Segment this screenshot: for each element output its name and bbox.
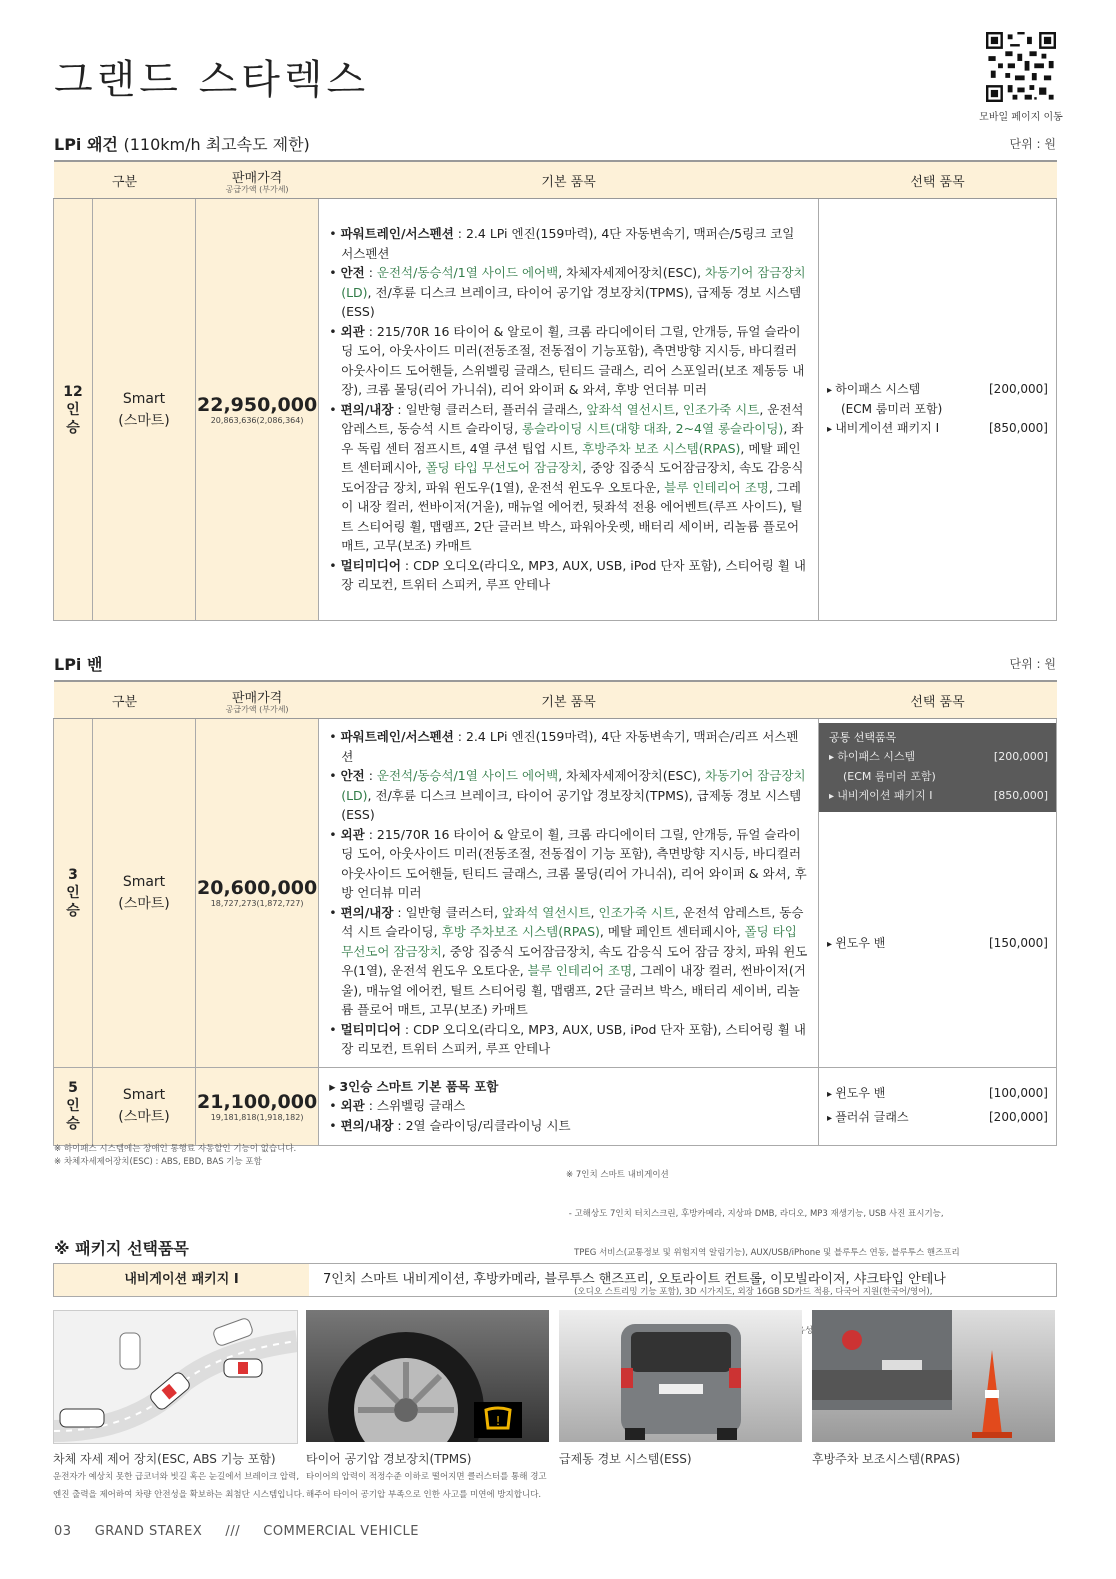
grade-name-kr: (스마트) (118, 1109, 170, 1125)
basic-items (319, 199, 819, 621)
price-value: 20,600,000 (197, 877, 318, 900)
option-name: ▸ 내비게이션 패키지 Ⅰ (827, 419, 939, 439)
option-name: ▸ 하이패스 시스템 (827, 380, 920, 400)
option-price: [200,000] (993, 750, 1048, 763)
feature-caption: 급제동 경보 시스템(ESS) (559, 1452, 692, 1466)
header-price (196, 161, 319, 199)
list-item: • 안전 : 운전석/동승석/1열 사이드 에어백, 차체자세제어장치(ESC), 차동기어 잠금장치(LD), 전/후륜 디스크 브레이크, 타이어 공기압 경보장치(TPMS), 급제동 경보 시스템(ESS) (329, 768, 806, 822)
feature-caption: 후방주차 보조시스템(RPAS) (812, 1452, 961, 1466)
ess-photo (559, 1310, 802, 1442)
grade-name: Smart (122, 1087, 166, 1103)
option-row (827, 1084, 1048, 1104)
notes-left (54, 1143, 296, 1169)
esc-illustration (53, 1310, 298, 1444)
grade-cell (93, 1067, 196, 1145)
rpas-photo (812, 1310, 1055, 1442)
package-section-title: ※ 패키지 선택품목 (54, 1239, 189, 1258)
price-value: 22,950,000 (197, 394, 318, 416)
price-sub: 18,727,273(1,872,727) (210, 899, 304, 909)
header-category: 구분 (54, 681, 196, 719)
table-row (54, 199, 1057, 621)
grade-name-kr: (스마트) (118, 412, 170, 429)
options-cell (819, 199, 1057, 621)
header-options: 선택 품목 (819, 681, 1057, 719)
option-row (827, 1108, 1048, 1128)
svg-text:!: ! (495, 1414, 501, 1428)
tpms-photo (306, 1310, 549, 1442)
page-title: 그랜드 스타렉스 (54, 57, 370, 103)
option-name: ▸ 하이패스 시스템 (829, 747, 915, 767)
qr-label: 모바일 페이지 이동 (979, 112, 1063, 123)
common-options-box (819, 723, 1056, 812)
option-row (827, 419, 1048, 439)
price-cell (196, 199, 319, 621)
table-row (54, 1067, 1057, 1145)
option-row (819, 812, 1056, 954)
feature-desc-line: 해주어 타이어 공기압 부족으로 인한 사고를 미연에 방지합니다. (306, 1490, 542, 1500)
option-name: ▸ 내비게이션 패키지 Ⅰ (829, 786, 932, 806)
header-category: 구분 (54, 161, 196, 199)
section-wagon-title (54, 132, 310, 155)
section-wagon-subtitle: (110km/h 최고속도 제한) (123, 135, 310, 154)
common-options-title: 공통 선택품목 (829, 731, 897, 744)
unit-label: 단위 : 원 (1009, 137, 1056, 151)
list-item: • 파워트레인/서스펜션 : 2.4 LPi 엔진(159마력), 4단 자동변속기, 맥퍼슨/5링크 코일 서스펜션 (329, 226, 795, 261)
unit-label: 단위 : 원 (1009, 657, 1056, 671)
basic-item-text: : 스위벨링 글래스 (364, 1098, 466, 1114)
options-cell (819, 719, 1057, 1068)
header-basic: 기본 품목 (319, 681, 819, 719)
option-price: [100,000] (989, 1086, 1048, 1100)
list-item: • 멀티미디어 : CDP 오디오(라디오, MP3, AUX, USB, iPod 단자 포함), 스티어링 휠 내장 리모컨, 트위터 스피커, 루프 안테나 (329, 1021, 806, 1056)
grade-name: Smart (122, 873, 166, 890)
header-basic: 기본 품목 (319, 161, 819, 199)
list-item: • 멀티미디어 : CDP 오디오(라디오, MP3, AUX, USB, iPod 단자 포함), 스티어링 휠 내장 리모컨, 트위터 스피커, 루프 안테나 (329, 557, 806, 593)
feature-caption: 차체 자세 제어 장치(ESC, ABS 기능 포함) (53, 1452, 276, 1466)
header-options: 선택 품목 (819, 161, 1057, 199)
price-value: 21,100,000 (197, 1090, 318, 1113)
feature-desc-line: 엔진 출력을 제어하여 차량 안전성을 확보하는 최첨단 시스템입니다. (53, 1490, 305, 1500)
package-label: 내비게이션 패키지 Ⅰ (54, 1264, 309, 1296)
option-row (829, 767, 1048, 786)
option-row (829, 786, 1048, 806)
grade-name-kr: (스마트) (118, 895, 170, 912)
package-row (53, 1263, 1057, 1297)
qr-code[interactable] (986, 32, 1056, 102)
note-line: ※ 차체자세제어장치(ESC) : ABS, EBD, BAS 기능 포함 (54, 1157, 262, 1167)
van-spec-table (53, 680, 1057, 1146)
price-sub: 20,863,636(2,086,364) (210, 416, 304, 425)
list-item: • 편의/내장 : 일반형 클러스터, 앞좌석 열선시트, 인조가죽 시트, 운전석 암레스트, 동승석 시트 슬라이딩, 후방 주차보조 시스템(RPAS), 메탈 페인트 센터페시아, 폴딩 타입 무선도어 잠금장치, 중앙 집중식 도어잠금장치, 속도 감응식 도어 잠금 장치, 파워 윈도우(1열), 운전석 윈도우 오토다운, 블루 인테리어 조명, 그레이 내장 컬러, 썬바이저(거울), 매뉴얼 에어컨, 틸트 스티어링 휠, 맵램프, 2단 글러브 박스, 배터리 세이버, 리놀륨 플로어 매트, 고무(보조) 카매트 (329, 904, 808, 1017)
list-item: • 외관 : 215/70R 16 타이어 & 알로이 휠, 크롬 라디에이터 그릴, 안개등, 듀얼 슬라이딩 도어, 아웃사이드 미러(전동조절, 전동접이 기능 포함), 측면방향 지시등, 바디컬러 아웃사이드 도어핸들, 틴티드 글래스, 크롬 몰딩(리어 가니쉬), 리어 와이퍼 & 와셔, 후방 언더뷰 미러 (329, 826, 807, 900)
feature-desc-line: 운전자가 예상치 못한 급코너와 빗길 혹은 눈길에서 브레이크 압력, (53, 1472, 300, 1482)
basic-item-label: 편의/내장 (340, 1117, 394, 1133)
header-price-sub: 공급가액 (부가세) (225, 704, 289, 714)
option-price: [200,000] (989, 1110, 1048, 1124)
list-item: • 파워트레인/서스펜션 : 2.4 LPi 엔진(159마력), 4단 자동변속기, 맥퍼슨/리프 서스펜션 (329, 729, 799, 764)
list-item: • 안전 : 운전석/동승석/1열 사이드 에어백, 차체자세제어장치(ESC), 차동기어 잠금장치(LD), 전/후륜 디스크 브레이크, 타이어 공기압 경보장치(TPMS), 급제동 경보 시스템(ESS) (329, 265, 806, 320)
seats-label: 12 인 승 (54, 199, 93, 621)
feature-caption: 타이어 공기압 경보장치(TPMS) (306, 1452, 472, 1466)
note-line: TPEG 서비스(교통정보 및 위험지역 알림기능), AUX/USB/iPhone 및 블루투스 연동, 블루투스 핸즈프리 (566, 1248, 960, 1258)
option-row (829, 747, 1048, 767)
option-price: [200,000] (989, 382, 1048, 396)
option-name: ▸ 윈도우 밴 (827, 934, 885, 954)
feature-desc-line: 타이어의 압력이 적정수준 이하로 떨어지면 클러스터를 통해 경고 (306, 1472, 547, 1482)
basic-item-text: 3인승 스마트 기본 품목 포함 (339, 1078, 499, 1094)
section-van-title: LPi 밴 (54, 655, 103, 674)
basic-items (319, 719, 819, 1068)
note-line: ※ 하이패스 시스템에는 장애인 통행료 자동할인 기능이 없습니다. (54, 1144, 297, 1154)
seats-label: 3 인 승 (54, 719, 93, 1068)
table-header-row (54, 161, 1057, 199)
option-price: [850,000] (989, 421, 1048, 435)
grade-cell (93, 199, 196, 621)
list-item: • 외관 : 215/70R 16 타이어 & 알로이 휠, 크롬 라디에이터 그릴, 안개등, 듀얼 슬라이딩 도어, 아웃사이드 미러(전동조절, 전동접이 기능포함), 측면방향 지시등, 바디컬러 아웃사이드 도어핸들, 스위벨링 글래스, 틴티드 글래스, 리어 스포일러(보조 제동등 내장), 크롬 몰딩(리어 가니쉬), 리어 와이퍼 & 와셔, 후방 언더뷰 미러 (329, 323, 805, 398)
table-row (54, 719, 1057, 1068)
note-line: (오디오 스트리밍 기능 포함), 3D 시가지도, 외장 16GB SD카드 적용, 다국어 지원(한국어/영어), (566, 1287, 933, 1297)
list-item: • 편의/내장 : 일반형 클러스터, 플러쉬 글래스, 앞좌석 열선시트, 인조가죽 시트, 운전석 암레스트, 동승석 시트 슬라이딩, 롱슬라이딩 시트(대향 대좌, 2~4열 롱슬라이딩), 좌우 독립 센터 점프시트, 4열 쿠션 팁업 시트, 후방주차 보조 시스템(RPAS), 메탈 페인트 센터페시아, 폴딩 타입 무선도어 잠금장치, 중앙 집중식 도어잠금장치, 속도 감응식 도어잠금 장치, 파워 윈도우(1열), 운전석 윈도우 오토다운, 블루 인테리어 조명, 그레이 내장 컬러, 썬바이저(거울), 매뉴얼 에어컨, 뒷좌석 전용 에어벤트(루프 사이드), 틸트 스티어링 휠, 맵램프, 2단 글러브 박스, 파워아웃렛, 배터리 세이버, 리놀륨 플로어 매트, 고무(보조) 카매트 (329, 401, 804, 554)
option-name: (ECM 룸미러 포함) (843, 770, 936, 783)
note-line: - 고해상도 7인치 터치스크린, 후방카메라, 지상파 DMB, 라디오, MP3 재생기능, USB 사진 표시기능, (566, 1209, 944, 1219)
header-price-sub: 공급가액 (부가세) (225, 184, 289, 194)
option-row (827, 380, 1048, 400)
page-footer: 03 GRAND STAREX /// COMMERCIAL VEHICLE (54, 1524, 420, 1539)
header-price-label: 판매가격 (231, 170, 283, 186)
feature-description (306, 1468, 547, 1504)
seats-label: 5 인 승 (54, 1067, 93, 1145)
option-price: [850,000] (993, 789, 1048, 802)
price-cell (196, 1067, 319, 1145)
options-cell (819, 1067, 1057, 1145)
option-row (827, 400, 1048, 419)
feature-description (53, 1468, 305, 1504)
note-line: ※ 7인치 스마트 내비게이션 (566, 1170, 669, 1180)
list-item: ▸ 3인승 스마트 기본 품목 포함 (329, 1078, 499, 1094)
table-header-row (54, 681, 1057, 719)
grade-cell (93, 719, 196, 1068)
option-price: [150,000] (989, 936, 1048, 950)
package-value: 7인치 스마트 내비게이션, 후방카메라, 블루투스 핸즈프리, 오토라이트 컨트롤, 이모빌라이저, 샤크타입 안테나 (323, 1272, 946, 1287)
price-sub: 19,181,818(1,918,182) (210, 1112, 304, 1122)
header-price (196, 681, 319, 719)
option-name: (ECM 룸미러 포함) (841, 402, 943, 416)
list-item: • 외관 : 스위벨링 글래스 (329, 1098, 466, 1114)
option-name: ▸ 윈도우 밴 (827, 1084, 885, 1104)
header-price-label: 판매가격 (231, 690, 283, 706)
price-cell (196, 719, 319, 1068)
basic-items (319, 1067, 819, 1145)
basic-item-label: 외관 (340, 1098, 365, 1114)
grade-name: Smart (122, 390, 166, 407)
option-name: ▸ 플러쉬 글래스 (827, 1108, 909, 1128)
wagon-spec-table (53, 160, 1057, 621)
section-wagon-name: LPi 왜건 (54, 135, 118, 154)
basic-item-text: : 2열 슬라이딩/리클라이닝 시트 (393, 1117, 571, 1133)
list-item: • 편의/내장 : 2열 슬라이딩/리클라이닝 시트 (329, 1117, 571, 1133)
